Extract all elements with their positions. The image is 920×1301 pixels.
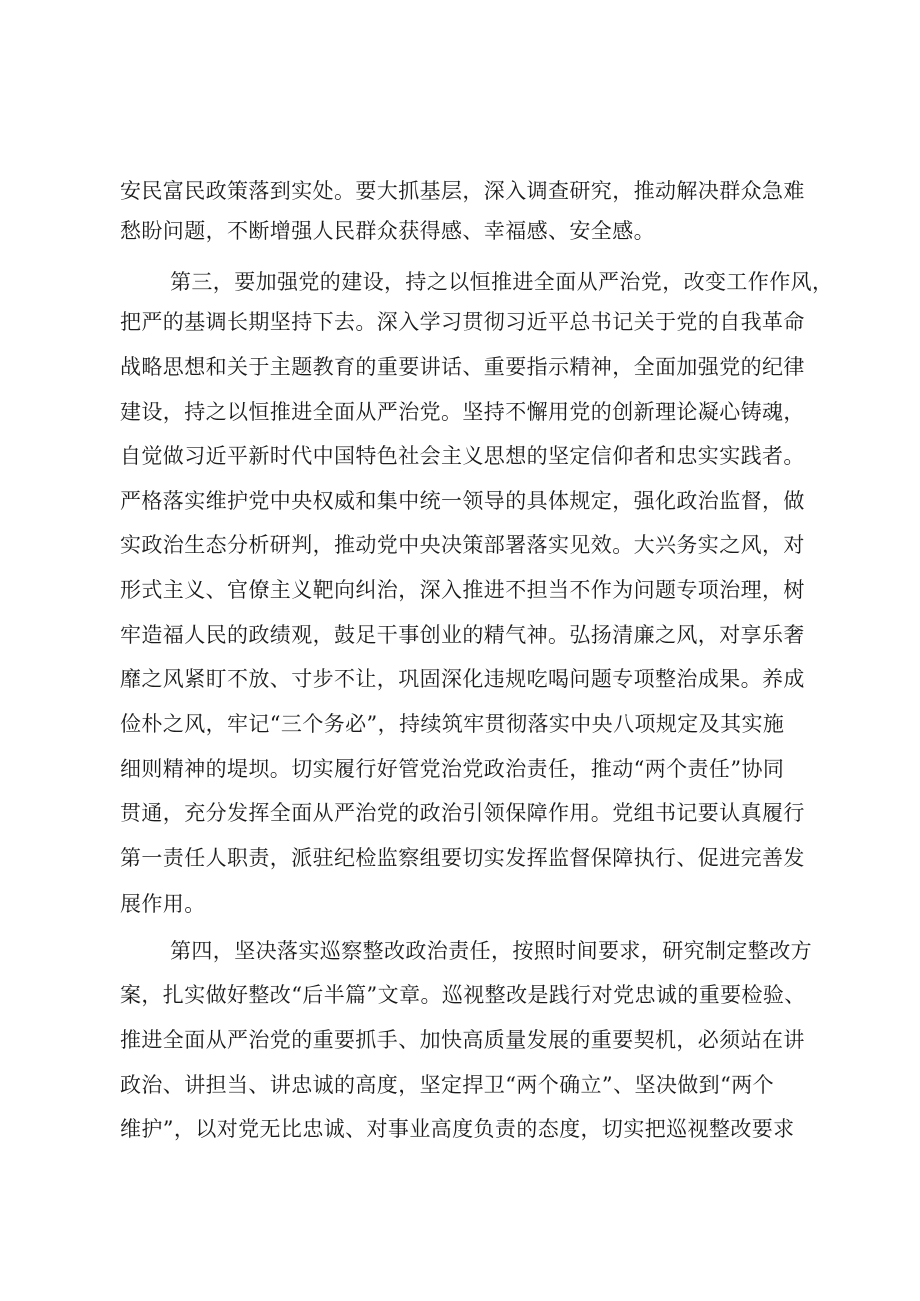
text-line: 俭朴之风，牢记“三个务必”，持续筑牢贯彻落实中央八项规定及其实施 <box>120 712 785 736</box>
text-line: 第一责任人职责，派驻纪检监察组要切实发挥监督保障执行、促进完善发 <box>120 846 805 870</box>
paragraph-start-line: 第三，要加强党的建设，持之以恒推进全面从严治党，改变工作作风， <box>170 270 834 294</box>
text-line: 把严的基调长期坚持下去。深入学习贯彻习近平总书记关于党的自我革命 <box>120 310 805 334</box>
text-line: 牢造福人民的政绩观，鼓足干事创业的精气神。弘扬清廉之风，对享乐奢 <box>120 623 805 647</box>
text-line: 建设，持之以恒推进全面从严治党。坚持不懈用党的创新理论凝心铸魂， <box>120 400 805 424</box>
text-line: 愁盼问题，不断增强人民群众获得感、幸福感、安全感。 <box>120 219 655 243</box>
text-line: 政治、讲担当、讲忠诚的高度，坚定捍卫“两个确立”、坚决做到“两个 <box>120 1073 775 1097</box>
text-line: 案，扎实做好整改“后半篇”文章。巡视整改是践行对党忠诚的重要检验、 <box>120 983 806 1007</box>
text-line: 靡之风紧盯不放、寸步不让，巩固深化违规吃喝问题专项整治成果。养成 <box>120 667 805 691</box>
text-line: 实政治生态分析研判，推动党中央决策部署落实见效。大兴务实之风，对 <box>120 533 805 557</box>
text-line: 推进全面从严治党的重要抓手、加快高质量发展的重要契机，必须站在讲 <box>120 1028 805 1052</box>
text-line: 维护”，以对党无比忠诚、对事业高度负责的态度，切实把巡视整改要求 <box>120 1117 795 1141</box>
text-line: 严格落实维护党中央权威和集中统一领导的具体规定，强化政治监督，做 <box>120 489 805 513</box>
text-line: 展作用。 <box>120 892 206 916</box>
text-line: 自觉做习近平新时代中国特色社会主义思想的坚定信仰者和忠实实践者。 <box>120 444 805 468</box>
text-line: 贯通，充分发挥全面从严治党的政治引领保障作用。党组书记要认真履行 <box>120 801 805 825</box>
text-line: 细则精神的堤坝。切实履行好管党治党政治责任，推动“两个责任”协同 <box>120 757 785 781</box>
text-line: 战略思想和关于主题教育的重要讲话、重要指示精神，全面加强党的纪律 <box>120 355 805 379</box>
text-line: 安民富民政策落到实处。要大抓基层，深入调查研究，推动解决群众急难 <box>120 179 805 203</box>
text-line: 形式主义、官僚主义靶向纠治，深入推进不担当不作为问题专项治理，树 <box>120 578 805 602</box>
paragraph-start-line: 第四，坚决落实巡察整改政治责任，按照时间要求，研究制定整改方 <box>170 939 812 963</box>
